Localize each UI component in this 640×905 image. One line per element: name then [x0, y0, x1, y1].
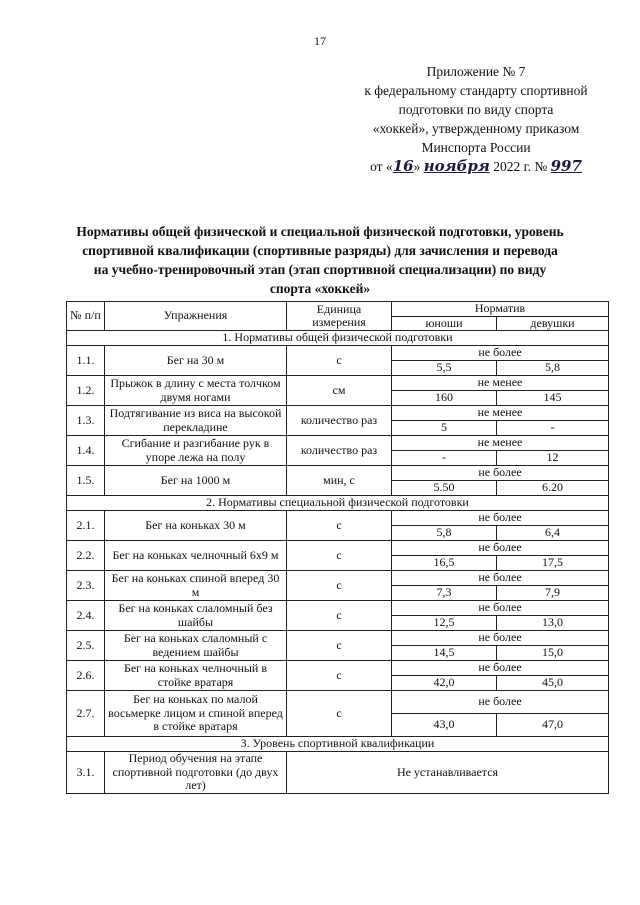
row-number: 2.6. — [67, 661, 105, 691]
unit: с — [287, 541, 392, 571]
table-row — [67, 346, 609, 361]
section-row — [67, 496, 609, 511]
appendix-line: «хоккей», утвержденному приказом — [372, 121, 580, 136]
norm-condition: не менее — [392, 406, 609, 421]
header-norm: Норматив — [392, 302, 609, 317]
handwritten-month: ноября — [423, 157, 490, 175]
exercise-name: Период обучения на этапе спортивной подготовки (до двух лет) — [105, 752, 287, 794]
row-number: 1.5. — [67, 466, 105, 496]
row-number: 2.7. — [67, 691, 105, 737]
norm-condition: не менее — [392, 376, 609, 391]
boys-value: 5.50 — [392, 481, 497, 496]
appendix-header — [345, 62, 607, 176]
row-number: 2.3. — [67, 571, 105, 601]
norm-condition: не более — [392, 691, 609, 714]
boys-value: 12,5 — [392, 616, 497, 631]
unit: см — [287, 376, 392, 406]
row-number: 1.1. — [67, 346, 105, 376]
section-title: 2. Нормативы специальной физической подготовки — [67, 496, 609, 511]
unit: с — [287, 691, 392, 737]
section-row — [67, 331, 609, 346]
girls-value: 45,0 — [497, 676, 609, 691]
date-mid: » — [413, 159, 421, 174]
boys-value: 5,5 — [392, 361, 497, 376]
boys-value: 7,3 — [392, 586, 497, 601]
title-line: спорта «хоккей» — [269, 281, 371, 296]
boys-value: 43,0 — [392, 714, 497, 737]
appendix-line: к федеральному стандарту спортивной — [364, 83, 588, 98]
unit: с — [287, 661, 392, 691]
norm-condition: не более — [392, 466, 609, 481]
exercise-name: Бег на коньках по малой восьмерке лицом и спиной вперед в стойке вратаря — [105, 691, 287, 737]
girls-value: 15,0 — [497, 646, 609, 661]
table-row — [67, 571, 609, 586]
row-number: 3.1. — [67, 752, 105, 794]
exercise-name: Сгибание и разгибание рук в упоре лежа на полу — [105, 436, 287, 466]
order-date-line — [345, 157, 607, 176]
girls-value: 145 — [497, 391, 609, 406]
header-exercise: Упражнения — [105, 302, 287, 331]
appendix-line: подготовки по виду спорта — [398, 102, 554, 117]
appendix-line: Минспорта России — [421, 140, 531, 155]
section-row — [67, 737, 609, 752]
row-number: 2.2. — [67, 541, 105, 571]
norm-condition: не более — [392, 601, 609, 616]
row-number: 2.5. — [67, 631, 105, 661]
boys-value: 5 — [392, 421, 497, 436]
appendix-line: Приложение № 7 — [426, 64, 526, 79]
unit: мин, с — [287, 466, 392, 496]
unit: количество раз — [287, 436, 392, 466]
table-row — [67, 541, 609, 556]
exercise-name: Бег на коньках 30 м — [105, 511, 287, 541]
norm-condition: не более — [392, 631, 609, 646]
table-row — [67, 436, 609, 451]
unit: с — [287, 631, 392, 661]
boys-value: 16,5 — [392, 556, 497, 571]
date-year: 2022 г. № — [493, 159, 548, 174]
date-prefix: от « — [370, 159, 393, 174]
exercise-name: Бег на коньках слаломный с ведением шайбы — [105, 631, 287, 661]
unit: количество раз — [287, 406, 392, 436]
boys-value: 14,5 — [392, 646, 497, 661]
girls-value: 17,5 — [497, 556, 609, 571]
table-row — [67, 406, 609, 421]
row-number: 2.1. — [67, 511, 105, 541]
norm-condition: не менее — [392, 436, 609, 451]
girls-value: 6.20 — [497, 481, 609, 496]
table-row — [67, 691, 609, 714]
handwritten-order-number: 997 — [550, 157, 582, 175]
norms-table — [66, 301, 609, 794]
norm-condition: не более — [392, 346, 609, 361]
unit: с — [287, 346, 392, 376]
girls-value: - — [497, 421, 609, 436]
girls-value: 6,4 — [497, 526, 609, 541]
header-num: № п/п — [67, 302, 105, 331]
header-girls: девушки — [497, 316, 609, 331]
table-row — [67, 601, 609, 616]
table-row — [67, 661, 609, 676]
girls-value: 47,0 — [497, 714, 609, 737]
section-title: 3. Уровень спортивной квалификации — [67, 737, 609, 752]
table-row — [67, 511, 609, 526]
handwritten-day: 16 — [392, 157, 414, 175]
unit: с — [287, 601, 392, 631]
page-number: 17 — [314, 34, 326, 48]
table-row — [67, 752, 609, 794]
norm-condition: не более — [392, 571, 609, 586]
girls-value: 13,0 — [497, 616, 609, 631]
girls-value: 12 — [497, 451, 609, 466]
norm-condition: не более — [392, 661, 609, 676]
norm-condition: не более — [392, 511, 609, 526]
title-line: на учебно-тренировочный этап (этап спортивной специализации) по виду — [93, 262, 547, 277]
table-row — [67, 631, 609, 646]
section-title: 1. Нормативы общей физической подготовки — [67, 331, 609, 346]
boys-value: - — [392, 451, 497, 466]
boys-value: 160 — [392, 391, 497, 406]
header-boys: юноши — [392, 316, 497, 331]
title-line: спортивной квалификации (спортивные разряды) для зачисления и перевода — [82, 243, 558, 258]
exercise-name: Бег на 1000 м — [105, 466, 287, 496]
title-line: Нормативы общей физической и специальной физической подготовки, уровень — [76, 224, 564, 239]
unit: с — [287, 511, 392, 541]
exercise-name: Подтягивание из виса на высокой перекладине — [105, 406, 287, 436]
row-number: 1.2. — [67, 376, 105, 406]
exercise-name: Бег на коньках челночный в стойке вратаря — [105, 661, 287, 691]
exercise-name: Бег на коньках спиной вперед 30 м — [105, 571, 287, 601]
exercise-name: Бег на коньках слаломный без шайбы — [105, 601, 287, 631]
girls-value: 5,8 — [497, 361, 609, 376]
girls-value: 7,9 — [497, 586, 609, 601]
norm-condition: не более — [392, 541, 609, 556]
exercise-name: Бег на 30 м — [105, 346, 287, 376]
unit: с — [287, 571, 392, 601]
row-number: 1.4. — [67, 436, 105, 466]
exercise-name: Прыжок в длину с места толчком двумя ногами — [105, 376, 287, 406]
header-unit: Единица измерения — [287, 302, 392, 331]
row-number: 1.3. — [67, 406, 105, 436]
exercise-name: Бег на коньках челночный 6х9 м — [105, 541, 287, 571]
boys-value: 5,8 — [392, 526, 497, 541]
boys-value: 42,0 — [392, 676, 497, 691]
table-row — [67, 376, 609, 391]
merged-value: Не устанавливается — [287, 752, 609, 794]
row-number: 2.4. — [67, 601, 105, 631]
document-title — [60, 222, 580, 298]
table-row — [67, 466, 609, 481]
